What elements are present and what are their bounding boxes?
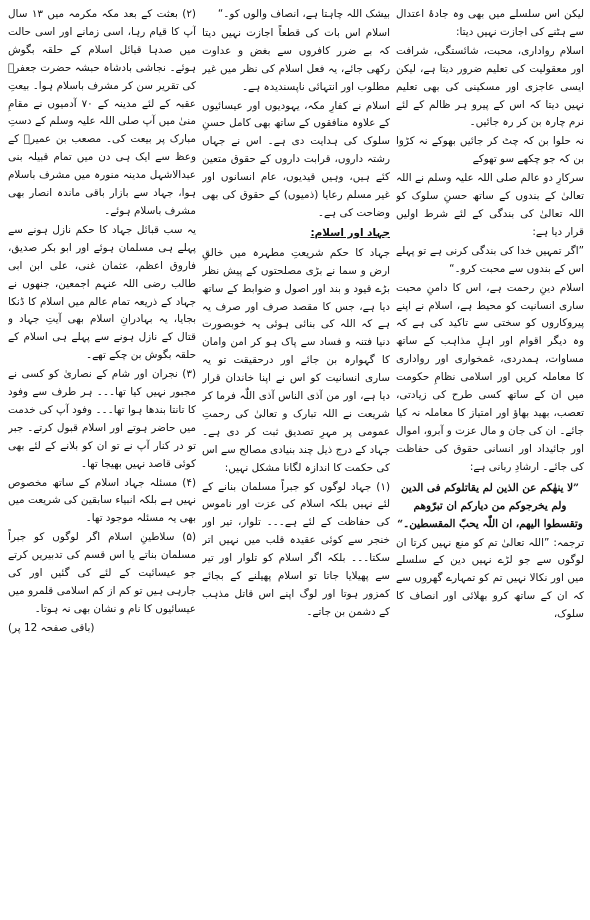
quotation: ”اگر تمہیں خدا کی بندگی کرنی ہے تو پہلے اس کے بندوں سے محبت کرو۔“ (396, 244, 584, 275)
paragraph: اسلام اس بات کی قطعاً اجازت نہیں دیتا کہ بے ضرر کافروں سے بغض و عداوت رکھی جائے، یہ فعل اسلام کی نظر میں غیر مطلوب اور انتہائی ناپسندیدہ ہے۔ (202, 26, 390, 93)
translation: ترجمہ: ”اللہ تعالیٰ تم کو منع نہیں کرتا ان لوگوں سے جو لڑے نہیں دین کے سلسلے میں اور نکالا نہیں تم کو تمہارے گھروں سے کہ ان کے ساتھ کرو بھلائی اور انصاف کا سلوک، (396, 536, 584, 621)
paragraph: جہاد کا حکم شریعتِ مطہرہ میں خالقِ ارض و سما نے بڑی مصلحتوں کے پیش نظر بڑے قیود و بند اور اصول و ضوابط کے ساتھ دیا ہے، جس کا مقصد صرف اور صرف یہ ہے کہ اللہ کی بنائی ہوئی یہ خوبصورت دنیا فتنہ و فساد سے پاک ہو کر امن وامان کا گہوارہ بن جائے اور درحقیقت تو یہ ساری انسانیت کو اس نے اپنا خاندان قرار دیا ہے، اور من آذی الناس آذی اللّٰہ فرما کر شریعت نے اللہ تبارک و تعالیٰ کی رحمتِ عمومی پر مہرِ تصدیق ثبت کر دی ہے۔ جہاد کے درج ذیل چند بنیادی مصالح سے اس کی حکمت کا اندازہ لگانا مشکل نہیں: (202, 246, 390, 474)
paragraph: یہ سب قبائل جہاد کا حکم نازل ہونے سے پہلے ہی مسلمان ہوئے اور ابو بکر صدیق، فاروق اعظم، عثمان غنی، علی ابن ابی طالب رضی اللہ عنہم اجمعین، جنھوں نے جہاد کے ذریعہ تمام عالم میں اسلام کا ڈنکا بجایا، یہ بہادرانِ اسلام بھی آیتِ جہاد و قتال کے نازل ہونے سے پہلے ہی اسلام کے حلقہ بگوش بن چکے تھے۔ (8, 223, 196, 362)
paragraph: (۴) مسئلہ جہاد اسلام کے ساتھ مخصوص نہیں ہے بلکہ انبیاء سابقین کی شریعت میں بھی یہ مسئلہ موجود تھا۔ (8, 476, 196, 525)
section-heading: جہاد اور اسلام: (310, 226, 390, 239)
column-middle (202, 6, 390, 914)
paragraph: اسلام نے کفارِ مکہ، یہودیوں اور عیسائیوں کے علاوہ منافقوں کے ساتھ بھی کامل حسنِ سلوک کی ہدایت دی ہے۔ اس نے جہاں رشتہ داروں، قرابت داروں کے حقوق متعین کئے ہیں، وہیں قیدیوں، عام انسانوں اور غیر مسلم رعایا (ذمیوں) کے حقوق کی بھی وضاحت کی ہے۔ (202, 99, 390, 219)
arabic-verse: ”لا ینھٰکم عن الذین لم یقاتلوکم فی الدین ولم یخرجوکم من دیارکم ان تبرّوھم وتقسطوا الیھم، ان اللّٰہ یحبّ المقسطین۔“ (397, 481, 583, 530)
paragraph: (۱) جہاد لوگوں کو جبراً مسلمان بنانے کے لئے نہیں بلکہ اسلام کی عزت اور ناموس کی حفاظت کے لئے ہے۔۔۔ تلوار، تیر اور خنجر سے کوئی عقیدہ قلب میں نہیں اتر سکتا۔۔۔ بلکہ اگر اسلام کو تلوار اور تیر سے پھیلایا جاتا تو اسلام پھیلنے کے بجائے کمزور ہوتا اور لوگ اپنے اس قاتل مذہب کے دشمن بن جاتے۔ (202, 480, 390, 618)
paragraph: (۵) سلاطینِ اسلام اگر لوگوں کو جبراً مسلمان بناتے یا اس قسم کی تدبیریں کرتے جو عیسائیت کے لئے کی گئیں اور کی جارہی ہیں تو کم از کم اسلامی قلمرو میں عیسائیوں کا نام و نشان بھی نہ ہوتا۔ (8, 531, 196, 615)
paragraph: (۳) نجران اور شام کے نصاریٰ کو کسی نے مجبور نہیں کیا تھا۔۔۔ ہر طرف سے وفود کا تانتا بندھا ہوا تھا۔۔۔ وفود آپ کی خدمت میں حاضر ہوتے اور اسلام قبول کرتے۔ جبر تو در کنار آپ نے تو ان کو بلانے کے لئے بھی کوئی قاصد نہیں بھیجا تھا۔ (8, 368, 196, 470)
continued-note: (باقی صفحہ 12 پر) (8, 621, 95, 634)
paragraph: لیکن اس سلسلے میں بھی وہ جادۂ اعتدال سے ہٹنے کی اجازت نہیں دیتا: (396, 8, 584, 38)
verse: نہ حلوا بن کہ چٹ کر جائیں بھوکے نہ کڑوا بن کہ جو چکھے سو تھوکے (396, 135, 584, 166)
paragraph: اسلام رواداری، محبت، شائستگی، شرافت اور معقولیت کی تعلیم ضرور دیتا ہے، لیکن ایسی عاجزی اور مسکینی کی بھی تعلیم نہیں دیتا کہ اس کے پیرو ہر ظالم کے لئے نرم چارہ بن کر رہ جائیں۔ (396, 44, 584, 129)
column-right (396, 6, 584, 914)
column-left (8, 6, 196, 914)
paragraph: (۲) بعثت کے بعد مکہ مکرمہ میں ۱۳ سال آپ کا قیام رہا، اسی زمانے اور اسی حالت میں صدہا قبائل اسلام کے حلقہ بگوش ہوئے۔ نجاشی بادشاہ حبشہ حضرت جعفرؓ کی تقریر سن کر مشرف باسلام ہوا۔ بیعتِ عقبہ کے لئے مدینہ کے ۷۰ آدمیوں نے مقامِ منیٰ میں آپ صلی اللہ علیہ وسلم کے دستِ مبارک پر بیعت کی۔ مصعب بن عمیرؓ کے وعظ سے ایک ہی دن میں تمام قبیلہ بنی عبدالاشہل مدینہ منورہ میں مشرف باسلام ہوا، جہاد سے بازار باقی ماندہ انصار بھی مشرف باسلام ہوئے۔ (8, 8, 196, 217)
paragraph: اسلام دینِ رحمت ہے، اس کا دامنِ محبت ساری انسانیت کو محیط ہے، اسلام نے اپنے پیروکاروں کو سختی سے تاکید کی ہے کہ وہ دیگر اقوام اور اہلِ مذاہب کے ساتھ مساوات، ہمدردی، غمخواری اور رواداری کا معاملہ کریں اور اسلامی نظامِ حکومت میں ان کے ساتھ کسی طرح کی زیادتی، تعصب، بھید بھاؤ اور امتیاز کا معاملہ نہ کیا جائے۔ ان کی جان و مال عزت و آبرو، اموال اور جائیداد اور انسانی حقوق کی حفاظت کی جائے۔ ارشادِ ربانی ہے: (396, 281, 584, 473)
paragraph: بیشک اللہ چاہتا ہے، انصاف والوں کو۔“ (217, 8, 390, 20)
paragraph: سرکارِ دو عالم صلی اللہ علیہ وسلم نے اللہ تعالیٰ کے بندوں کے ساتھ حسنِ سلوک کو اللہ تعالیٰ کی بندگی کے لئے شرط اولیں قرار دیا ہے: (396, 172, 584, 238)
